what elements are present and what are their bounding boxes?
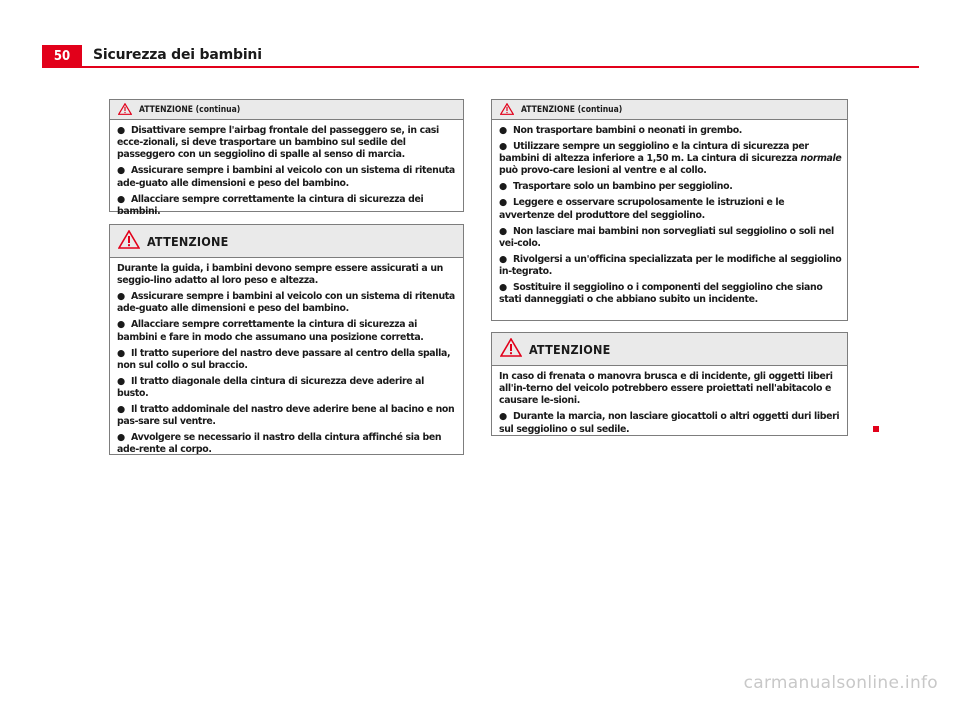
list-item: ● Leggere e osservare scrupolosamente le istruzioni e le avvertenze del produttore del seggiolino. [499, 197, 785, 221]
warning-box-continued-left [109, 99, 464, 217]
warning-triangle-icon [500, 338, 522, 361]
warning-body [110, 120, 463, 222]
bullet: ● [117, 125, 125, 136]
list-item: ● Allacciare sempre correttamente la cintura di sicurezza dei bambini. [117, 193, 424, 217]
warning-heading: ATTENZIONE (continua) [521, 104, 623, 115]
bullet: ● [117, 319, 125, 331]
warning-intro: Durante la guida, i bambini devono sempre essere assicurati a un seggio-lino adatto al loro peso e altezza. [117, 263, 443, 287]
warning-intro: In caso di frenata o manovra brusca e di incidente, gli oggetti liberi all'in-terno del veicolo potrebbero essere proiettati nell'abitacolo e causare le-sioni. [499, 371, 833, 407]
page-number: 50 [42, 45, 82, 67]
warning-heading: ATTENZIONE [147, 233, 229, 249]
list-item: ● Disattivare sempre l'airbag frontale del passeggero se, in casi ecce-zionali, si deve trasportare un bambino sul sedile del passeggero con un seggiolino di spalle al senso di marcia. [117, 125, 439, 161]
list-item: ● Il tratto addominale del nastro deve aderire bene al bacino e non pas-sare sul ventre. [117, 404, 455, 428]
header-divider [42, 66, 919, 68]
list-item: ● Rivolgersi a un'officina specializzata per le modifiche al seggiolino in-tegrato. [499, 253, 842, 278]
bullet: ● [117, 193, 125, 205]
list-item: ● Assicurare sempre i bambini al veicolo con un sistema di ritenuta ade-guato alle dimensioni e peso del bambino. [117, 291, 455, 315]
list-item: ● Allacciare sempre correttamente la cintura di sicurezza ai bambini e fare in modo che assumano una posizione corretta. [117, 319, 424, 343]
bullet: ● [499, 141, 507, 152]
list-item: ● Durante la marcia, non lasciare giocattoli o altri oggetti duri liberi sul seggiolino o sul sedile. [499, 411, 840, 435]
list-item: ● Non trasportare bambini o neonati in grembo. [499, 125, 743, 136]
warning-body [110, 258, 463, 461]
bullet: ● [499, 253, 507, 265]
list-item: ● Utilizzare sempre un seggiolino e la cintura di sicurezza per bambini di altezza inferiore a 1,50 m. La cintura di sicurezza normale può provo-care lesioni al ventre e al collo. [499, 141, 842, 177]
warning-triangle-icon [118, 230, 140, 253]
watermark: carmanualsonline.info [743, 673, 938, 693]
warning-box-continued-right [491, 99, 848, 321]
warning-triangle-icon [118, 100, 132, 119]
bullet: ● [117, 404, 125, 416]
bullet: ● [117, 432, 125, 444]
bullet: ● [117, 347, 125, 359]
list-item: ● Il tratto diagonale della cintura di sicurezza deve aderire al busto. [117, 375, 425, 400]
warning-box-header [492, 100, 847, 120]
warning-box-right [491, 332, 848, 436]
list-item: ● Sostituire il seggiolino o i componenti del seggiolino che siano stati danneggiati o che abbiano subito un incidente. [499, 282, 823, 306]
bullet: ● [499, 411, 507, 423]
warning-body [492, 366, 847, 440]
warning-heading: ATTENZIONE [529, 341, 611, 357]
list-item: ● Trasportare solo un bambino per seggiolino. [499, 181, 733, 193]
warning-body [492, 120, 847, 310]
list-item: ● Il tratto superiore del nastro deve passare al centro della spalla, non sul collo o sul braccio. [117, 347, 451, 371]
bullet: ● [499, 197, 507, 209]
bullet: ● [117, 291, 125, 303]
emphasis-normale: normale [800, 153, 842, 165]
bullet: ● [499, 125, 507, 136]
list-item: ● Avvolgere se necessario il nastro della cintura affinché sia ben ade-rente al corpo. [117, 432, 442, 456]
bullet: ● [117, 375, 125, 387]
warning-box-header [492, 333, 847, 366]
end-of-section-square [873, 426, 879, 432]
warning-box-header [110, 100, 463, 120]
bullet: ● [117, 165, 125, 177]
page-title: Sicurezza dei bambini [93, 47, 262, 63]
warning-box-header [110, 225, 463, 258]
bullet: ● [499, 225, 507, 237]
warning-box-left [109, 224, 464, 455]
warning-heading: ATTENZIONE (continua) [139, 104, 241, 115]
warning-triangle-icon [500, 100, 514, 119]
list-item: ● Assicurare sempre i bambini al veicolo con un sistema di ritenuta ade-guato alle dimensioni e peso del bambino. [117, 165, 455, 189]
bullet: ● [499, 282, 507, 294]
bullet: ● [499, 181, 507, 193]
list-item: ● Non lasciare mai bambini non sorvegliati sul seggiolino o soli nel vei-colo. [499, 225, 834, 249]
